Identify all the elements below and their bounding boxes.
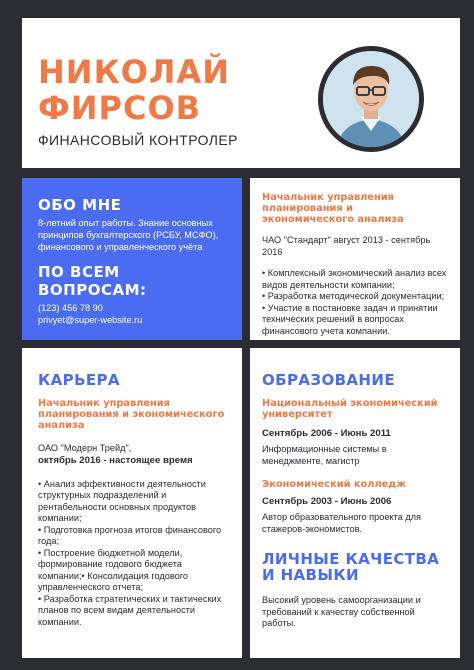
job-duties-list xyxy=(262,268,448,337)
list-item: • Разработка стратегических и тактических планов по всем видам деятельности компании. xyxy=(38,593,222,627)
email-address[interactable]: privyet@super-website.ru xyxy=(38,315,143,325)
career-duties-list xyxy=(38,479,226,629)
about-text: 8-летний опыт работы. Знание основных принципов бухгалтерского (РСБУ, МСФО), финансового и управленческого учёта xyxy=(38,218,219,252)
phone-number: (123) 456 78 90 xyxy=(38,303,103,313)
education-heading: ОБРАЗОВАНИЕ xyxy=(262,371,395,389)
about-panel xyxy=(22,178,242,340)
list-item: • Анализ эффективности деятельности структурных подразделений и рентабельности основных продуктов компании; xyxy=(38,478,206,523)
school-description: Информационные системы в менеджменте, магистр xyxy=(262,444,387,466)
career-date: октябрь 2016 - настоящее время xyxy=(38,454,193,466)
career-heading: КАРЬЕРА xyxy=(38,371,120,389)
qualities-heading: ЛИЧНЫЕ КАЧЕСТВА И НАВЫКИ xyxy=(262,550,440,584)
portrait-image xyxy=(323,51,419,147)
list-item: • Подготовка прогноза итогов финансового года; xyxy=(38,524,222,546)
name-first: НИКОЛАЙ xyxy=(38,53,231,91)
career-company: ОАО "Модерн Трейд", xyxy=(38,443,132,453)
job-title: Начальник управления планирования и экономического анализа xyxy=(262,192,404,225)
school-dates: Сентябрь 2003 - Июнь 2006 xyxy=(262,496,392,507)
name-last: ФИРСОВ xyxy=(38,89,202,127)
education-panel xyxy=(250,348,460,658)
list-item: • Участие в постановке задач и принятии технических решений в вопросах финансового учета компании. xyxy=(262,302,438,336)
person-name xyxy=(38,54,230,126)
school-description: Автор образовательного проекта для стажеров-экономистов. xyxy=(262,512,422,534)
avatar xyxy=(318,46,424,152)
school-name: Экономический колледж xyxy=(262,479,406,490)
about-heading: ОБО МНЕ xyxy=(38,196,122,214)
header-panel xyxy=(22,18,460,168)
contact-heading: ПО ВСЕМ ВОПРОСАМ: xyxy=(38,263,147,299)
school-name: Национальный экономический университет xyxy=(262,398,438,420)
qualities-text: Высокий уровень самоорганизации и требований к качеству собственной работы. xyxy=(262,595,421,628)
job-company-date: ЧАО "Стандарт" август 2013 - сентябрь 2016 xyxy=(262,235,431,257)
job-role: ФИНАНСОВЫЙ КОНТРОЛЕР xyxy=(38,132,238,148)
list-item: • Разработка методической документации; xyxy=(262,291,445,301)
career-job-title: Начальник управления планирования и экономического анализа xyxy=(38,398,225,431)
list-item: • Комплексный экономический анализ всех видов деятельности компании; xyxy=(262,268,447,290)
job-panel xyxy=(250,178,460,340)
career-panel xyxy=(22,348,242,658)
list-item: • Построение бюджетной модели, формирование годового бюджета компании;• Консолидация годового управленческого отчета; xyxy=(38,547,188,592)
school-dates: Сентябрь 2006 - Июнь 2011 xyxy=(262,428,391,439)
